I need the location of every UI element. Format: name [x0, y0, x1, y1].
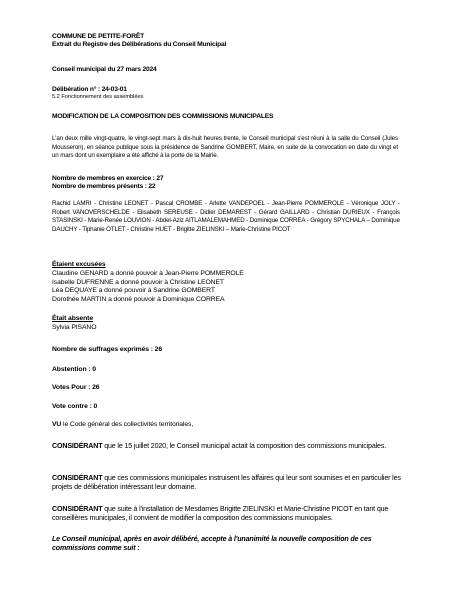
excuse-line: Isabelle DUFRENNE a donné pouvoir à Christine LEONET: [52, 278, 224, 286]
header-block: [52, 33, 402, 50]
considerant-label: CONSIDÉRANT: [52, 505, 103, 513]
absent-title: Était absente: [52, 315, 94, 322]
excuses-title: Étaient excusées: [52, 261, 106, 268]
considerant-label: CONSIDÉRANT: [52, 442, 103, 450]
liste-presents: Rachid LAMRI - Christine LEONET - Pascal CROMBE - Arlette VANDEPOEL - Jean-Pierre POMMEROLE - Véronique JOLY - Robert VANOVERSCHELDE - Elisabeth SEREUSE - Didier DEMAREST - Gérard GAILLARD - Christian DURIEUX - François STASINSKI - Marie-Renée LOUVION - Abdel-Aziz AITLAMALEMAHMED - Dominique CORREA - Grégory SPYCHALA – Dominique DAUCHY - Tiphanie OTLET - Christine HUET - Brigitte ZIELINSKI – Marie-Christine PICOT: [52, 200, 400, 233]
abstention: Abstention : 0: [52, 366, 96, 373]
considerant-text: que ces commissions municipales instruisent les affaires qui leur sont soumises et en particulier les projets de délibération intéressant leur domaine.: [52, 474, 401, 492]
deliberation-block: [52, 86, 402, 101]
membres-exercice: Nombre de membres en exercice : 27: [52, 175, 164, 182]
considerant-3: [52, 505, 406, 524]
vu-label: VU: [52, 421, 62, 428]
deliberation-number: Délibération n° : 24-03-01: [52, 86, 127, 93]
excuses-block: [52, 261, 402, 305]
convocation-paragraph: L'an deux mille vingt-quatre, le vingt-sept mars à dix-huit heures trente, le Conseil municipal s'est réuni à la salle du Conseil (Jules Mousseron), en séance publique sous la présidence de Sandrine GOMBERT, Maire, en suite de la convocation en date du vingt et un mars dont un exemplaire a été affiché à la porte de la Mairie.: [52, 135, 398, 160]
considerant-text: que le 15 juillet 2020, le Conseil municipal actait la composition des commissions municipales.: [102, 442, 387, 450]
considerant-1: [52, 442, 406, 451]
membres-presents: Nombre de membres présents : 22: [52, 183, 156, 191]
deliberation-code: 5.2 Fonctionnement des assemblées: [52, 94, 144, 101]
votes-pour: Votes Pour : 26: [52, 384, 100, 391]
objet-title: MODIFICATION DE LA COMPOSITION DES COMMISSIONS MUNICIPALES: [52, 113, 274, 120]
membres-block: [52, 175, 402, 192]
suffrages: Nombre de suffrages exprimés : 26: [52, 346, 163, 353]
conclusion: Le Conseil municipal, après en avoir délibéré, accepte à l'unanimité la nouvelle composition de ces commissions comme suit :: [52, 535, 372, 553]
seance-title: Conseil municipal du 27 mars 2024: [52, 66, 157, 73]
excuse-line: Léa DEQUAYE a donné pouvoir à Sandrine GOMBERT: [52, 287, 215, 295]
absent-block: [52, 315, 402, 333]
considerant-label: CONSIDÉRANT: [52, 474, 103, 482]
registre-extrait: Extrait du Registre des Délibérations du Conseil Municipal: [52, 41, 227, 49]
considerant-2: [52, 474, 406, 493]
considerant-text: que suite à l'installation de Mesdames Brigitte ZIELINSKI et Marie-Christine PICOT en tant que conseillères municipales, il convient de modifier la composition des commissions municipales.: [52, 505, 389, 523]
vu-text: le Code général des collectivités territoriales,: [61, 421, 194, 428]
excuse-line: Dorothée MARTIN a donné pouvoir à Dominique CORREA: [52, 296, 225, 304]
absent-name: Sylvia PISANO: [52, 323, 97, 331]
votes-contre: Vote contre : 0: [52, 403, 98, 410]
excuse-line: Claudine GENARD a donné pouvoir à Jean-Pierre POMMEROLE: [52, 269, 244, 277]
commune-name: COMMUNE DE PETITE-FORÊT: [52, 33, 144, 40]
vu-paragraph: [52, 421, 402, 430]
